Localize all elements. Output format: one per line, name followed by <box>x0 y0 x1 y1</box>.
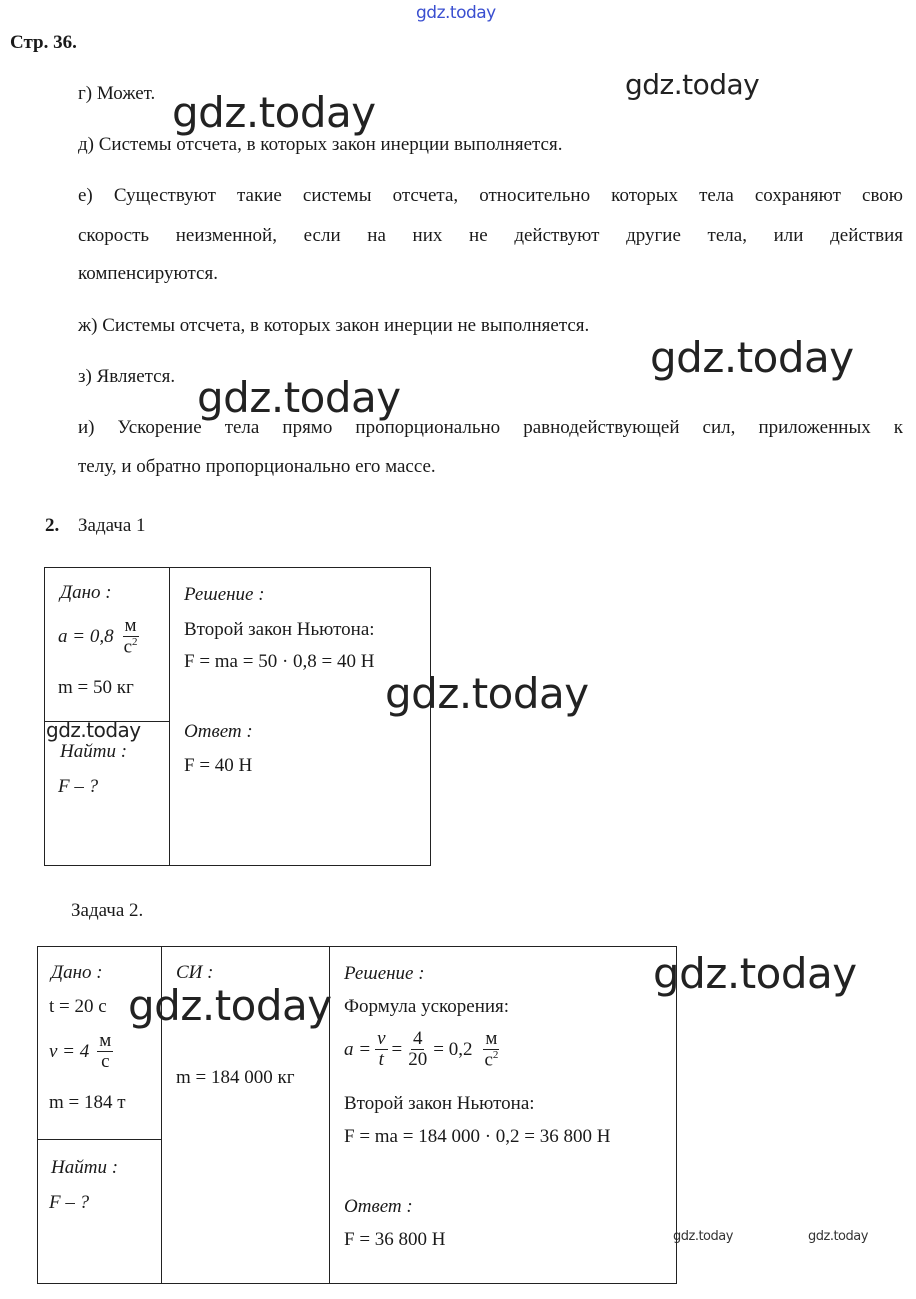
watermark: gdz.today <box>385 669 589 718</box>
task1-table <box>44 567 431 866</box>
answer-d: д) Системы отсчета, в которых закон инерции выполняется. <box>78 134 563 155</box>
task2-given-label: Дано : <box>51 962 103 983</box>
watermark: gdz.today <box>128 981 332 1030</box>
task2-solution-label: Решение : <box>344 963 425 984</box>
watermark: gdz.today <box>46 718 141 742</box>
task1-find-value: F – ? <box>58 776 99 797</box>
watermark: gdz.today <box>197 373 401 422</box>
task1-divider <box>44 721 169 722</box>
task1-divider <box>169 567 170 865</box>
task2-divider <box>37 1139 161 1140</box>
answer-z: з) Является. <box>78 366 176 387</box>
answer-i-line1: и) Ускорение тела прямо пропорционально равнодействующей сил, приложенных к <box>78 417 903 438</box>
task2-answer-value: F = 36 800 Н <box>344 1229 446 1250</box>
task2-divider <box>329 946 330 1283</box>
task1-answer-value: F = 40 Н <box>184 755 253 776</box>
answer-i-line2: телу, и обратно пропорционально его массе. <box>78 456 436 477</box>
task2-answer-label: Ответ : <box>344 1196 413 1217</box>
task2-accel-formula: a = $\frac{v}{t}$ = $\frac{4}{20}$ = 0,2 $\frac{м}{с^2}$ <box>344 1028 499 1071</box>
task1-accel-given: a = 0,8 $\frac{м}{с^2}$ <box>58 615 138 658</box>
task2-title: Задача 2. <box>71 900 144 921</box>
answer-g: г) Может. <box>78 83 156 104</box>
task1-law: Второй закон Ньютона: <box>184 619 375 640</box>
task2-si-value: m = 184 000 кг <box>176 1067 295 1088</box>
task1-find-label: Найти : <box>60 741 128 762</box>
answer-zh: ж) Системы отсчета, в которых закон инерции не выполняется. <box>78 315 590 336</box>
watermark: gdz.today <box>625 68 760 101</box>
watermark: gdz.today <box>673 1229 733 1244</box>
task2-law: Второй закон Ньютона: <box>344 1093 535 1114</box>
section-number: 2. <box>45 515 60 536</box>
task1-mass-given: m = 50 кг <box>58 677 134 698</box>
task2-divider <box>161 946 162 1283</box>
task1-answer-label: Ответ : <box>184 721 253 742</box>
watermark: gdz.today <box>650 333 854 382</box>
task2-si-label: СИ : <box>176 962 214 983</box>
task2-mass-given: m = 184 т <box>49 1092 126 1113</box>
answer-e-line3: компенсируются. <box>78 263 218 284</box>
task2-speed-given: v = 4 $\frac{м}{с}$ <box>49 1030 112 1072</box>
answer-e-line2: скорость неизменной, если на них не действуют другие тела, или действия <box>78 225 903 246</box>
watermark-top: gdz.today <box>416 3 496 23</box>
task2-formula: F = ma = 184 000 · 0,2 = 36 800 Н <box>344 1126 611 1147</box>
watermark: gdz.today <box>808 1229 868 1244</box>
task1-solution-label: Решение : <box>184 584 265 605</box>
watermark: gdz.today <box>653 949 857 998</box>
task2-find-label: Найти : <box>51 1157 119 1178</box>
task1-title: Задача 1 <box>78 515 146 536</box>
task2-accel-formula-label: Формула ускорения: <box>344 996 510 1017</box>
task2-time-given: t = 20 с <box>49 996 107 1017</box>
task2-find-value: F – ? <box>49 1192 90 1213</box>
task1-formula: F = ma = 50 · 0,8 = 40 Н <box>184 651 375 672</box>
answer-e-line1: е) Существуют такие системы отсчета, относительно которых тела сохраняют свою <box>78 185 903 206</box>
task1-given-label: Дано : <box>60 582 112 603</box>
page-heading: Стр. 36. <box>10 32 77 53</box>
watermark: gdz.today <box>172 88 376 137</box>
